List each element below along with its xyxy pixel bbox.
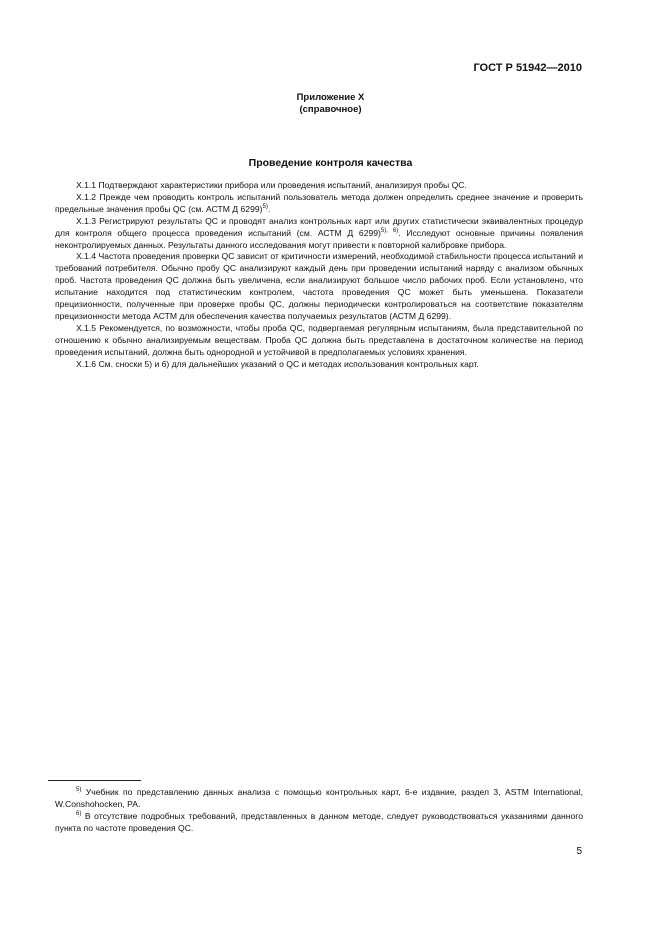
body-text	[55, 180, 583, 371]
footnote-ref: 5), 6)	[380, 227, 399, 234]
footnotes	[55, 787, 583, 835]
annex-subtitle: (справочное)	[299, 104, 362, 115]
footnote-mark: 5)	[76, 787, 82, 793]
paragraph-text: X.1.3 Регистрируют результаты QC и проводят анализ контрольных карт или других статистически эквивалентных процедур для контроля общего процесса проведения испытаний (см. АСТМ Д 6299)	[55, 215, 583, 238]
paragraph-x-1-2	[55, 192, 583, 216]
paragraph-x-1-3	[55, 216, 583, 252]
page-number: 5	[576, 846, 582, 857]
paragraph-x-1-1: X.1.1 Подтверждают характеристики прибора или проведения испытаний, анализируя пробы QC.	[76, 180, 467, 190]
paragraph-text: .	[267, 203, 271, 214]
annex-title: Приложение X	[296, 92, 365, 103]
footnote-6	[55, 811, 583, 835]
paragraph-x-1-5: X.1.5 Рекомендуется, по возможности, чтобы проба QC, подвергаемая регулярным испытаниям, была представительной по отношению к обычно анализируемым веществам. Проба QC должна быть представлена в достаточном количестве на период проведения испытаний, должна быть однородной и устойчивой в предполагаемых условиях хранения.	[55, 322, 583, 357]
footnote-5	[55, 787, 583, 811]
footnote-separator	[48, 780, 141, 781]
section-title: Проведение контроля качества	[248, 157, 413, 169]
paragraph-x-1-4: X.1.4 Частота проведения проверки QC зависит от критичности измерений, необходимой стабильности процесса испытаний и требований потребителя. Обычно пробу QC анализируют каждый день при проведении испытаний наряду с анализом обычных проб. Частота проведения QC должна быть увеличена, если анализируют большое число рабочих проб. Если установлено, что испытание находится под статистическим контролем, частота проведения QC может быть уменьшена. Показатели прецизионности, полученные при проверке пробы QC, должны периодически контролироваться на соответствие показателям прецизионности метода АСТМ для обеспечения качества получаемых результатов (АСТМ Д 6299).	[55, 251, 584, 321]
footnote-text: В отсутствие подробных требований, представленных в данном методе, следует руководствоваться указаниями данного пункта по частоте проведения QC.	[55, 810, 583, 833]
footnote-ref: 5)	[262, 203, 268, 210]
standard-number: ГОСТ Р 51942—2010	[473, 62, 582, 74]
annex-heading	[0, 92, 661, 116]
paragraph-text: . Исследуют основные причины появления неконтролируемых данных. Результаты данного исследования могут привести к повторной калибровке прибора.	[55, 227, 583, 250]
footnote-mark: 6)	[76, 810, 82, 817]
paragraph-x-1-6: X.1.6 См. сноски 5) и 6) для дальнейших указаний о QC и методах использования контрольных карт.	[76, 358, 479, 369]
paragraph-text: X.1.2 Прежде чем проводить контроль испытаний пользователь метода должен определить среднее значение и проверить предельные значения пробы QC (см. АСТМ Д 6299)	[55, 191, 583, 214]
footnote-text: Учебник по представлению данных анализа с помощью контрольных карт, 6-е издание, раздел 3, ASTM International, W.Conshohocken, PA.	[55, 787, 583, 809]
